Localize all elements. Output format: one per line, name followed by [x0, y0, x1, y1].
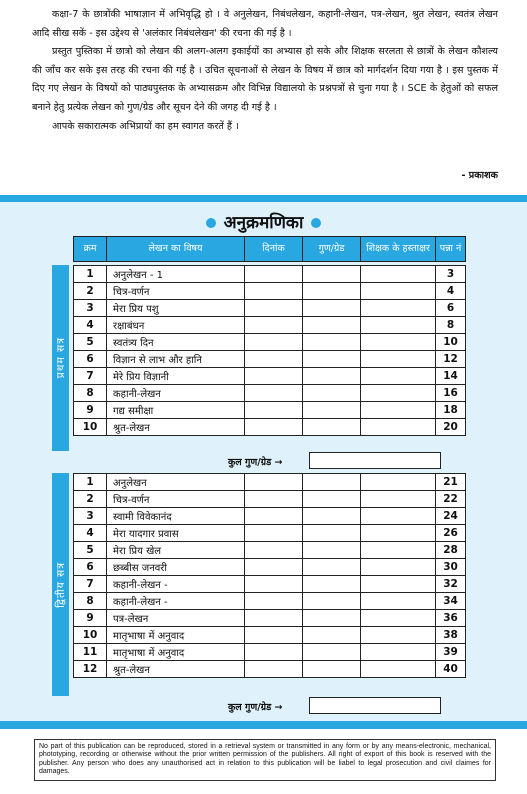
row-page-number: 36: [436, 610, 466, 627]
row-number: 7: [74, 368, 107, 385]
row-grade-cell[interactable]: [303, 402, 361, 419]
row-page-number: 24: [436, 508, 466, 525]
row-date-cell[interactable]: [245, 300, 303, 317]
row-date-cell[interactable]: [245, 542, 303, 559]
row-number: 3: [74, 300, 107, 317]
row-grade-cell[interactable]: [303, 283, 361, 300]
row-number: 2: [74, 491, 107, 508]
row-date-cell[interactable]: [245, 317, 303, 334]
row-number: 6: [74, 559, 107, 576]
row-teacher-sign-cell[interactable]: [361, 661, 436, 678]
table-row: [74, 402, 466, 419]
row-number: 10: [74, 419, 107, 436]
row-number: 6: [74, 351, 107, 368]
table-row: [74, 283, 466, 300]
row-grade-cell[interactable]: [303, 351, 361, 368]
row-subject: मातृभाषा में अनुवाद: [107, 627, 245, 644]
preface-paragraph-3: आपके सकारात्मक अभिप्रायों का हम स्वागत करतें हैं ।: [52, 120, 239, 132]
row-grade-cell[interactable]: [303, 559, 361, 576]
row-date-cell[interactable]: [245, 266, 303, 283]
row-grade-cell[interactable]: [303, 419, 361, 436]
table-row: [74, 300, 466, 317]
row-number: 5: [74, 334, 107, 351]
table-row: [74, 385, 466, 402]
row-number: 2: [74, 283, 107, 300]
row-date-cell[interactable]: [245, 576, 303, 593]
row-subject: मेरा प्रिय खेल: [107, 542, 245, 559]
row-number: 10: [74, 627, 107, 644]
row-grade-cell[interactable]: [303, 508, 361, 525]
row-page-number: 16: [436, 385, 466, 402]
row-subject: अनुलेखन - 1: [107, 266, 245, 283]
row-subject: रक्षाबंधन: [107, 317, 245, 334]
preface-paragraph-2: प्रस्तुत पुस्तिका में छात्रो को लेखन की अलग-अलग इकाईयों का अभ्यास हो सके और शिक्षक सरलता से छात्रों के लेखन कौशल्य की जाँच कर सके इस तरह की रचना की गई है । उचित सूचनाओं से लेखन के विषय में छात्र को मार्गदर्शन दिया गया है । इस पुस्तक में दिए गए लेखन के विषयों को पाठ्यपुस्तक के अभ्यासक्रम और विभिन्न विद्यालयो के प्रश्नपत्रों से चुना गया है । SCE के हेतुओं को सफल बनाने हेतु प्रत्येक लेखन को गुण/ग्रेड और सूचन देने की जगह दी गई है ।: [32, 46, 498, 113]
row-number: 3: [74, 508, 107, 525]
row-grade-cell[interactable]: [303, 334, 361, 351]
row-teacher-sign-cell[interactable]: [361, 491, 436, 508]
row-page-number: 22: [436, 491, 466, 508]
top-blue-band: [0, 195, 527, 202]
row-date-cell[interactable]: [245, 525, 303, 542]
row-page-number: 3: [436, 266, 466, 283]
row-grade-cell[interactable]: [303, 385, 361, 402]
row-subject: छब्बीस जनवरी: [107, 559, 245, 576]
row-teacher-sign-cell[interactable]: [361, 283, 436, 300]
row-number: 11: [74, 644, 107, 661]
row-page-number: 10: [436, 334, 466, 351]
total-grade-label: कुल गुण/ग्रेड →: [228, 702, 283, 713]
row-subject: श्रुत-लेखन: [107, 419, 245, 436]
row-number: 8: [74, 593, 107, 610]
bullet-dot-icon: [206, 218, 216, 228]
row-number: 8: [74, 385, 107, 402]
row-grade-cell[interactable]: [303, 593, 361, 610]
row-subject: मातृभाषा में अनुवाद: [107, 644, 245, 661]
bottom-blue-band: [0, 721, 527, 729]
table-row: [74, 525, 466, 542]
table-row: [74, 474, 466, 491]
table-row: [74, 266, 466, 283]
table-row: [74, 317, 466, 334]
table-row: [74, 334, 466, 351]
row-teacher-sign-cell[interactable]: [361, 627, 436, 644]
row-grade-cell[interactable]: [303, 542, 361, 559]
header-subject: लेखन का विषय: [107, 237, 245, 262]
section-label-second: द्वितीय सत्र: [52, 473, 69, 696]
row-page-number: 32: [436, 576, 466, 593]
row-subject: मेरा यादगार प्रवास: [107, 525, 245, 542]
row-grade-cell[interactable]: [303, 266, 361, 283]
row-page-number: 8: [436, 317, 466, 334]
table-row: [74, 491, 466, 508]
row-teacher-sign-cell[interactable]: [361, 351, 436, 368]
row-number: 5: [74, 542, 107, 559]
row-grade-cell[interactable]: [303, 491, 361, 508]
row-teacher-sign-cell[interactable]: [361, 266, 436, 283]
row-grade-cell[interactable]: [303, 474, 361, 491]
row-grade-cell[interactable]: [303, 368, 361, 385]
row-subject: मेरा प्रिय पशु: [107, 300, 245, 317]
row-teacher-sign-cell[interactable]: [361, 610, 436, 627]
index-table-second-term: [73, 473, 466, 678]
publisher-signature: - प्रकाशक: [461, 170, 498, 181]
row-date-cell[interactable]: [245, 419, 303, 436]
section-label-first: प्रथम सत्र: [52, 265, 69, 451]
index-header: [73, 236, 466, 262]
row-grade-cell[interactable]: [303, 525, 361, 542]
row-date-cell[interactable]: [245, 559, 303, 576]
row-teacher-sign-cell[interactable]: [361, 402, 436, 419]
row-number: 9: [74, 610, 107, 627]
row-date-cell[interactable]: [245, 593, 303, 610]
row-teacher-sign-cell[interactable]: [361, 419, 436, 436]
preface-paragraph-1: कक्षा-7 के छात्रोंकी भाषाज्ञान में अभिवृद्धि हो । वे अनुलेखन, निबंधलेखन, कहानी-लेखन, पत्र-लेखन, श्रुत लेखन, स्वतंत्र लेखन आदि सीख सकें - इस उद्देश्य से 'अलंकार निबंधलेखन' की रचना की गई है ।: [32, 9, 498, 39]
row-date-cell[interactable]: [245, 283, 303, 300]
table-row: [74, 661, 466, 678]
table-row: [74, 576, 466, 593]
row-page-number: 6: [436, 300, 466, 317]
header-teacher-sign: शिक्षक के हस्ताक्षर: [361, 237, 436, 262]
row-page-number: 26: [436, 525, 466, 542]
row-number: 7: [74, 576, 107, 593]
row-number: 4: [74, 317, 107, 334]
row-subject: स्वतंत्र्य दिन: [107, 334, 245, 351]
table-row: [74, 368, 466, 385]
row-teacher-sign-cell[interactable]: [361, 317, 436, 334]
row-date-cell[interactable]: [245, 661, 303, 678]
row-teacher-sign-cell[interactable]: [361, 334, 436, 351]
row-grade-cell[interactable]: [303, 317, 361, 334]
row-page-number: 21: [436, 474, 466, 491]
row-teacher-sign-cell[interactable]: [361, 368, 436, 385]
row-teacher-sign-cell[interactable]: [361, 644, 436, 661]
table-row: [74, 508, 466, 525]
row-teacher-sign-cell[interactable]: [361, 593, 436, 610]
row-teacher-sign-cell[interactable]: [361, 576, 436, 593]
row-page-number: 34: [436, 593, 466, 610]
row-grade-cell[interactable]: [303, 576, 361, 593]
row-grade-cell[interactable]: [303, 627, 361, 644]
row-subject: कहानी-लेखन -: [107, 576, 245, 593]
row-teacher-sign-cell[interactable]: [361, 385, 436, 402]
row-subject: मेरे प्रिय विज्ञानी: [107, 368, 245, 385]
total-grade-box[interactable]: [309, 697, 441, 714]
row-subject: विज्ञान से लाभ और हानि: [107, 351, 245, 368]
row-page-number: 14: [436, 368, 466, 385]
row-grade-cell[interactable]: [303, 610, 361, 627]
row-page-number: 38: [436, 627, 466, 644]
row-date-cell[interactable]: [245, 491, 303, 508]
row-date-cell[interactable]: [245, 474, 303, 491]
row-grade-cell[interactable]: [303, 661, 361, 678]
row-number: 1: [74, 266, 107, 283]
header-page-no: पन्ना नं: [436, 237, 466, 262]
row-subject: कहानी-लेखन: [107, 385, 245, 402]
table-row: [74, 610, 466, 627]
row-subject: गद्य समीक्षा: [107, 402, 245, 419]
row-teacher-sign-cell[interactable]: [361, 542, 436, 559]
row-subject: स्वामी विवेकानंद: [107, 508, 245, 525]
total-grade-label: कुल गुण/ग्रेड →: [228, 457, 283, 468]
row-subject: श्रुत-लेखन: [107, 661, 245, 678]
table-row: [74, 351, 466, 368]
row-grade-cell[interactable]: [303, 300, 361, 317]
row-page-number: 39: [436, 644, 466, 661]
table-row: [74, 644, 466, 661]
row-date-cell[interactable]: [245, 368, 303, 385]
row-subject: अनुलेखन: [107, 474, 245, 491]
table-row: [74, 542, 466, 559]
row-page-number: 28: [436, 542, 466, 559]
table-row: [74, 419, 466, 436]
header-serial: क्रम: [74, 237, 107, 262]
row-page-number: 20: [436, 419, 466, 436]
row-date-cell[interactable]: [245, 385, 303, 402]
header-grade: गुण/ग्रेड: [303, 237, 361, 262]
row-page-number: 40: [436, 661, 466, 678]
row-subject: चित्र-वर्णन: [107, 491, 245, 508]
row-date-cell[interactable]: [245, 627, 303, 644]
bullet-dot-icon: [311, 218, 321, 228]
header-date: दिनांक: [245, 237, 303, 262]
row-grade-cell[interactable]: [303, 644, 361, 661]
table-row: [74, 593, 466, 610]
index-table-first-term: [73, 265, 466, 436]
row-page-number: 18: [436, 402, 466, 419]
row-subject: कहानी-लेखन -: [107, 593, 245, 610]
row-subject: चित्र-वर्णन: [107, 283, 245, 300]
row-number: 12: [74, 661, 107, 678]
row-page-number: 12: [436, 351, 466, 368]
row-date-cell[interactable]: [245, 610, 303, 627]
row-date-cell[interactable]: [245, 508, 303, 525]
row-date-cell[interactable]: [245, 644, 303, 661]
row-teacher-sign-cell[interactable]: [361, 508, 436, 525]
row-teacher-sign-cell[interactable]: [361, 525, 436, 542]
table-row: [74, 559, 466, 576]
row-date-cell[interactable]: [245, 334, 303, 351]
row-number: 4: [74, 525, 107, 542]
row-number: 9: [74, 402, 107, 419]
index-title: अनुक्रमणिका: [0, 210, 527, 233]
row-subject: पत्र-लेखन: [107, 610, 245, 627]
row-page-number: 4: [436, 283, 466, 300]
total-grade-box[interactable]: [309, 452, 441, 469]
table-row: [74, 627, 466, 644]
row-page-number: 30: [436, 559, 466, 576]
row-date-cell[interactable]: [245, 402, 303, 419]
row-teacher-sign-cell[interactable]: [361, 474, 436, 491]
row-date-cell[interactable]: [245, 351, 303, 368]
row-number: 1: [74, 474, 107, 491]
copyright-notice: No part of this publication can be reproduced, stored in a retrieval system or transmitted in any form or by any means-electronic, mechanical, phototyping, recording or otherwise without the prior written permission of the publishers. All right of export of this book is reserved with the publisher. Any person who does any unauthorised act in relation to this publication will be liabel to legal prosecution and civil claimes for damages.: [34, 739, 496, 781]
row-teacher-sign-cell[interactable]: [361, 559, 436, 576]
row-teacher-sign-cell[interactable]: [361, 300, 436, 317]
preface: [32, 6, 498, 136]
